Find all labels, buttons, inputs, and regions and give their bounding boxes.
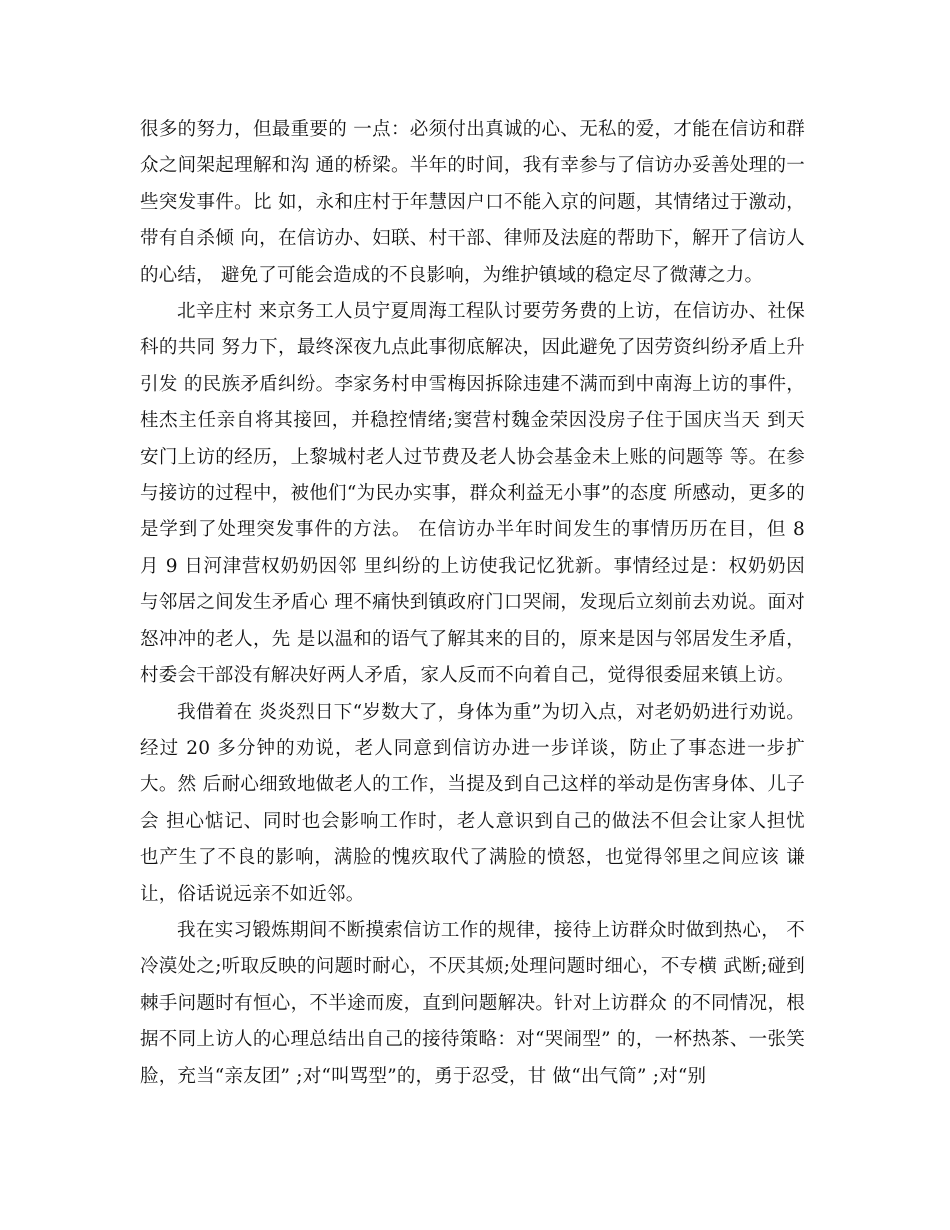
paragraph-1: 很多的努力，但最重要的 一点：必须付出真诚的心、无私的爱，才能在信访和群众之间架起理解和沟 通的桥梁。半年的时间，我有幸参与了信访办妥善处理的一些突发事件。比 如，永和庄村于年慧因户口不能入京的问题，其情绪过于激动，带有自杀倾 向，在信访办、妇联、村干部、律师及法庭的帮助下，解开了信访人的心结， 避免了可能会造成的不良影响，为维护镇域的稳定尽了微薄之力。 — [140, 119, 805, 286]
body-text — [140, 112, 805, 1095]
paragraph-3: 我借着在 炎炎烈日下“岁数大了，身体为重”为切入点，对老奶奶进行劝说。经过 20 多分钟的劝说，老人同意到信访办进一步详谈，防止了事态进一步扩大。然 后耐心细致地做老人的工作，当提及到自己这样的举动是伤害身体、儿子会 担心惦记、同时也会影响工作时，老人意识到自己的做法不但会让家人担忧 也产生了不良的影响，满脸的愧疚取代了满脸的愤怒，也觉得邻里之间应该 谦让，俗话说远亲不如近邻。 — [140, 701, 805, 905]
paragraph-2: 北辛庄村 来京务工人员宁夏周海工程队讨要劳务费的上访，在信访办、社保科的共同 努力下，最终深夜九点此事彻底解决，因此避免了因劳资纠纷矛盾上升引发 的民族矛盾纠纷。李家务村申雪梅因拆除违建不满而到中南海上访的事件，桂杰主任亲自将其接回，并稳控情绪;窦营村魏金荣因没房子住于国庆当天 到天安门上访的经历，上黎城村老人过节费及老人协会基金未上账的问题等 等。在参与接访的过程中，被他们“为民办实事，群众利益无小事”的态度 所感动，更多的是学到了处理突发事件的方法。 在信访办半年时间发生的事情历历在目，但 8 月 9 日河津营权奶奶因邻 里纠纷的上访使我记忆犹新。事情经过是：权奶奶因与邻居之间发生矛盾心 理不痛快到镇政府门口哭闹，发现后立刻前去劝说。面对怒冲冲的老人，先 是以温和的语气了解其来的目的，原来是因与邻居发生矛盾，村委会干部没有解决好两人矛盾，家人反而不向着自己，觉得很委屈来镇上访。 — [140, 301, 805, 687]
paragraph-4: 我在实习锻炼期间不断摸索信访工作的规律，接待上访群众时做到热心， 不冷漠处之;听取反映的问题时耐心，不厌其烦;处理问题时细心，不专横 武断;碰到棘手问题时有恒心，不半途而废，直到问题解决。针对上访群众 的不同情况，根据不同上访人的心理总结出自己的接待策略：对“哭闹型” 的，一杯热茶、一张笑脸，充当“亲友团” ;对“叫骂型”的，勇于忍受，甘 做“出气筒” ;对“别 — [140, 919, 805, 1087]
